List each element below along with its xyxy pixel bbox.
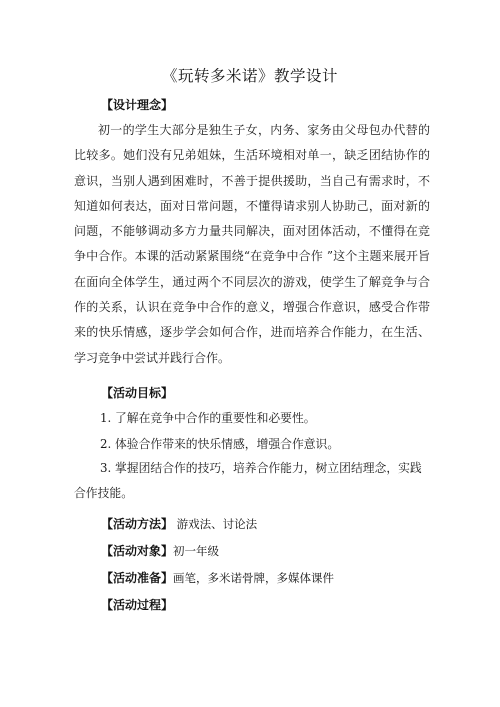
method-heading: 【活动方法】: [101, 517, 174, 531]
method-value: 游戏法、讨论法: [173, 517, 258, 531]
prep-value: 画笔，多米诺骨牌，多媒体课件: [173, 571, 335, 585]
target-value: 初一年级: [173, 544, 220, 558]
concept-heading: 【设计理念】: [101, 98, 174, 112]
process-heading: 【活动过程】: [101, 598, 174, 612]
concept-paragraph: 初一的学生大部分是独生子女，内务、家务由父母包办代替的比较多。她们没有兄弟姐妹，生活环境相对单一，缺乏团结协作的意识，当别人遇到困难时，不善于提供援助，当自己有需求时，不知道如何表达，面对日常问题，不懂得请求别人协助己，面对新的问题，不能够调动多方力量共同解决，面对团体活动，不懂得在竞争中合作。本课的活动紧紧围绕“在竞争中合作 ”这个主题来展开旨在面向全体学生，通过两个不同层次的游戏，使学生了解竞争与合作的关系，认识在竞争中合作的意义，增强合作意识，感受合作带来的快乐情感，逐步学会如何合作，进而培养合作能力，在生活、学习竞争中尝试并践行合作。: [74, 123, 430, 365]
goal-item-3: 3. 掌握团结合作的技巧，培养合作能力，树立团结理念，实践合作技能。: [74, 461, 422, 500]
prep-heading: 【活动准备】: [101, 571, 174, 585]
document-title: 《玩转多米诺》教学设计: [161, 67, 338, 85]
target-row: [101, 542, 219, 559]
prep-row: [101, 569, 334, 586]
goal-item-1: 1. 了解在竞争中合作的重要性和必要性。: [100, 411, 316, 425]
method-row: [101, 515, 257, 532]
goals-heading: 【活动目标】: [101, 386, 174, 400]
goal-item-2: 2. 体验合作带来的快乐情感，增强合作意识。: [100, 437, 340, 451]
target-heading: 【活动对象】: [101, 544, 174, 558]
